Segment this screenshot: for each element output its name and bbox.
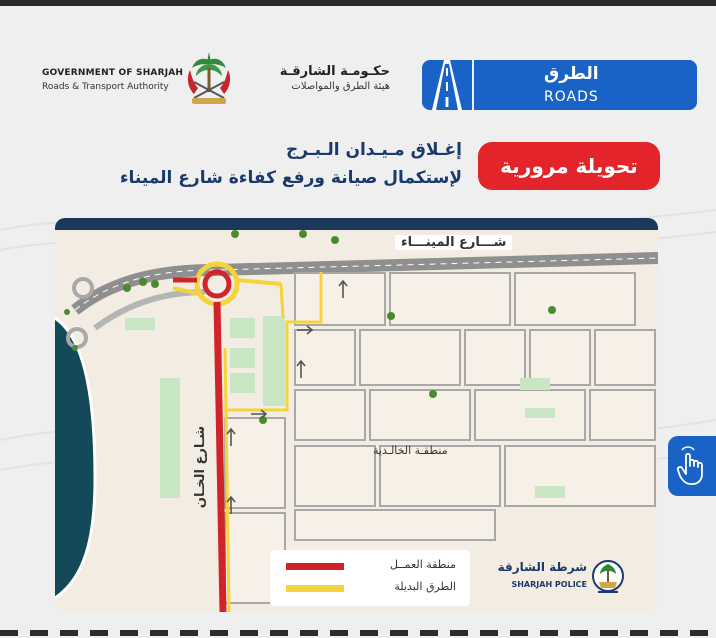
- legend-work-zone-label: منطقة العمــل: [389, 558, 456, 571]
- hand-swipe-icon: [668, 436, 716, 496]
- gov-ar-block: [240, 64, 390, 92]
- gov-en-title: GOVERNMENT OF SHARJAH: [42, 68, 184, 78]
- street-khan-label: شـارع الخـان: [193, 426, 208, 509]
- roads-en: ROADS: [544, 89, 599, 105]
- street-mina-label: شـــارع المينـــاء: [395, 235, 512, 250]
- roads-ar: الطرق: [544, 64, 599, 84]
- swipe-hint-button[interactable]: [668, 436, 716, 496]
- police-name-ar: شرطة الشارقة: [497, 560, 587, 574]
- roads-label: [474, 60, 697, 110]
- legend-work-zone-swatch: [286, 563, 344, 570]
- roads-badge: [422, 60, 697, 110]
- police-name-en: SHARJAH POLICE: [511, 580, 587, 589]
- khalidiya-area-label: منطقـة الخالـدية: [373, 444, 448, 457]
- traffic-diversion-pill: تحويلة مرورية: [478, 142, 660, 190]
- bottom-dashed-strip: [0, 628, 716, 638]
- legend-alt-routes-swatch: [286, 585, 344, 592]
- gov-en-subtitle: Roads & Transport Authority: [42, 82, 169, 92]
- sharjah-emblem-icon: [180, 48, 238, 110]
- notice-title-line1: إغـلاق مـيـدان الـبـرج: [285, 140, 462, 160]
- map-legend: [270, 550, 470, 606]
- police-crest-icon: [591, 558, 625, 598]
- gov-en-block: [42, 68, 184, 92]
- notice-title-line2: لإستكمال صيانة ورفع كفاءة شارع الميناء: [119, 168, 462, 188]
- legend-alt-routes: [280, 580, 470, 598]
- diversion-map: [55, 218, 658, 612]
- gov-ar-subtitle: هيئة الطرق والمواصلات: [291, 81, 390, 92]
- legend-work-zone: [280, 558, 470, 576]
- road-icon: [422, 60, 472, 110]
- legend-alt-routes-label: الطرق البديلة: [394, 580, 456, 593]
- gov-ar-title: حكـومـة الشارقـة: [279, 64, 390, 79]
- sharjah-police-block: [497, 558, 623, 598]
